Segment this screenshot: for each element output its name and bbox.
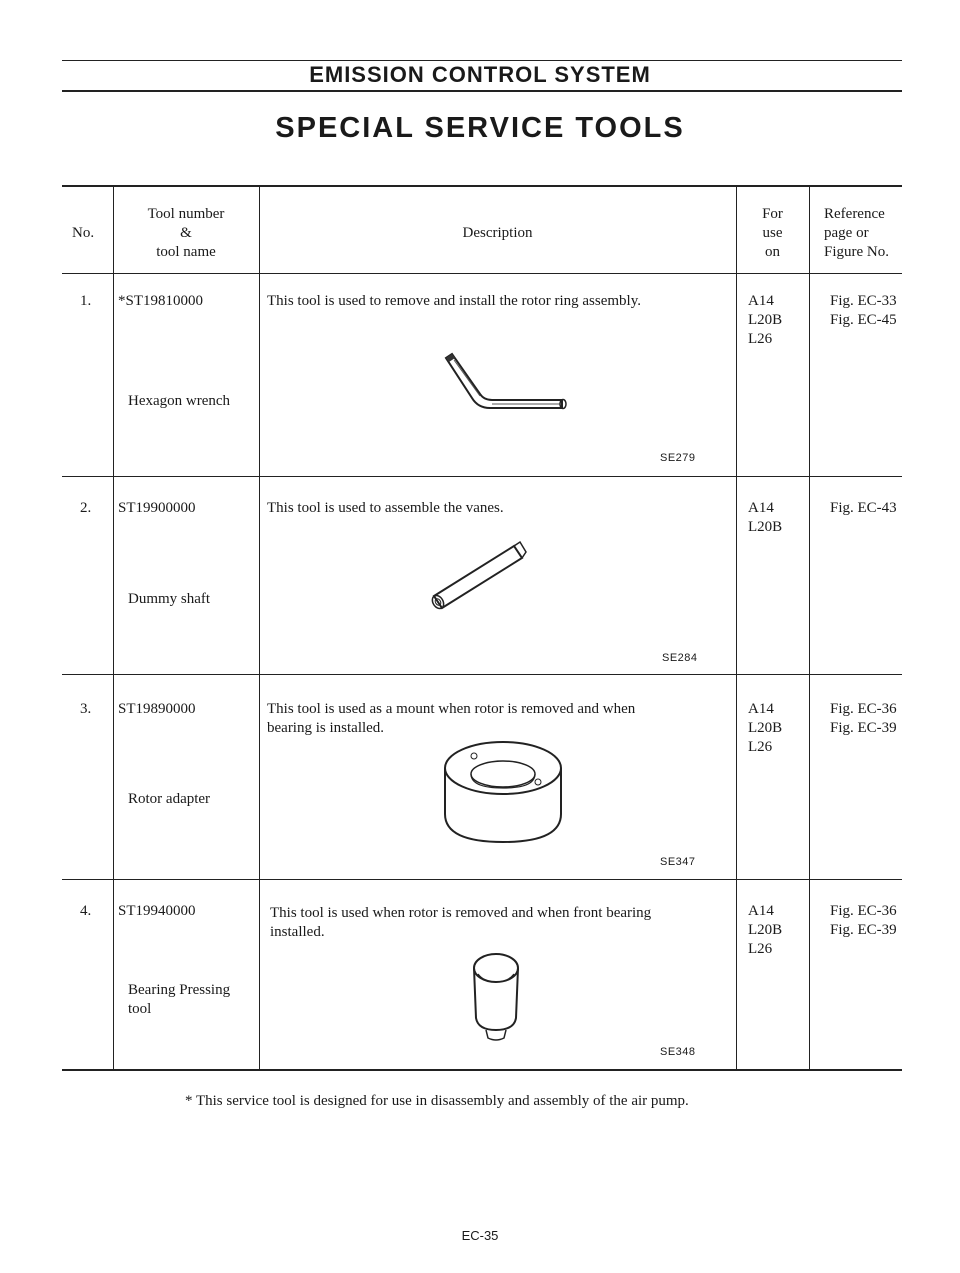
tool-number: ST19890000	[118, 701, 196, 717]
header-rule-bottom	[62, 90, 902, 92]
reference: Fig. EC-33 Fig. EC-45	[830, 293, 897, 328]
figure-label: SE279	[660, 452, 696, 464]
use-on: A14 L20B L26	[748, 701, 783, 755]
row-number: 3.	[80, 701, 92, 717]
tool-name: Bearing Pressing tool	[128, 982, 231, 1017]
reference: Fig. EC-43	[830, 500, 897, 516]
col-header-tool: Tool number & tool name	[147, 206, 225, 260]
reference: Fig. EC-36 Fig. EC-39	[830, 903, 897, 938]
use-on: A14 L20B L26	[748, 293, 783, 347]
footnote: * This service tool is designed for use in disassembly and assembly of the air pump.	[185, 1093, 689, 1109]
table-rule-top	[62, 185, 902, 187]
col-header-no: No.	[72, 225, 95, 241]
page-title: SPECIAL SERVICE TOOLS	[275, 112, 685, 144]
row-number: 1.	[80, 293, 92, 309]
bearing-pressing-tool-icon	[468, 950, 524, 1044]
use-on: A14 L20B	[748, 500, 783, 535]
tool-number: ST19940000	[118, 903, 196, 919]
dummy-shaft-icon	[430, 540, 530, 610]
table-rule-row3	[62, 879, 902, 880]
header-rule-top	[62, 60, 902, 61]
figure-label: SE347	[660, 856, 696, 868]
tool-number: *ST19810000	[118, 293, 204, 309]
reference: Fig. EC-36 Fig. EC-39	[830, 701, 897, 736]
use-on: A14 L20B L26	[748, 903, 783, 957]
table-col-divider	[113, 186, 114, 1070]
tool-name: Dummy shaft	[128, 591, 211, 607]
row-number: 2.	[80, 500, 92, 516]
page-number: EC-35	[461, 1228, 499, 1243]
figure-label: SE284	[662, 652, 698, 664]
table-rule-header	[62, 273, 902, 274]
tool-description: This tool is used when rotor is removed and when front bearing installed.	[270, 905, 652, 940]
rotor-adapter-icon	[438, 738, 568, 850]
tool-description: This tool is used as a mount when rotor is removed and when bearing is installed.	[267, 701, 636, 736]
table-rule-row2	[62, 674, 902, 675]
tool-name: Rotor adapter	[128, 791, 211, 807]
hexagon-wrench-icon	[440, 352, 570, 412]
col-header-for-use-on: For use on	[762, 206, 783, 260]
tool-number: ST19900000	[118, 500, 196, 516]
row-number: 4.	[80, 903, 92, 919]
tool-description: This tool is used to assemble the vanes.	[267, 500, 504, 516]
col-header-reference: Reference page or Figure No.	[824, 206, 889, 260]
section-title: EMISSION CONTROL SYSTEM	[309, 62, 651, 87]
table-rule-row1	[62, 476, 902, 477]
figure-label: SE348	[660, 1046, 696, 1058]
table-rule-bottom	[62, 1069, 902, 1071]
tool-description: This tool is used to remove and install the rotor ring assembly.	[267, 293, 641, 309]
col-header-description: Description	[462, 225, 533, 241]
tool-name: Hexagon wrench	[128, 393, 231, 409]
table-col-divider	[736, 186, 737, 1070]
table-col-divider	[259, 186, 260, 1070]
table-col-divider	[809, 186, 810, 1070]
